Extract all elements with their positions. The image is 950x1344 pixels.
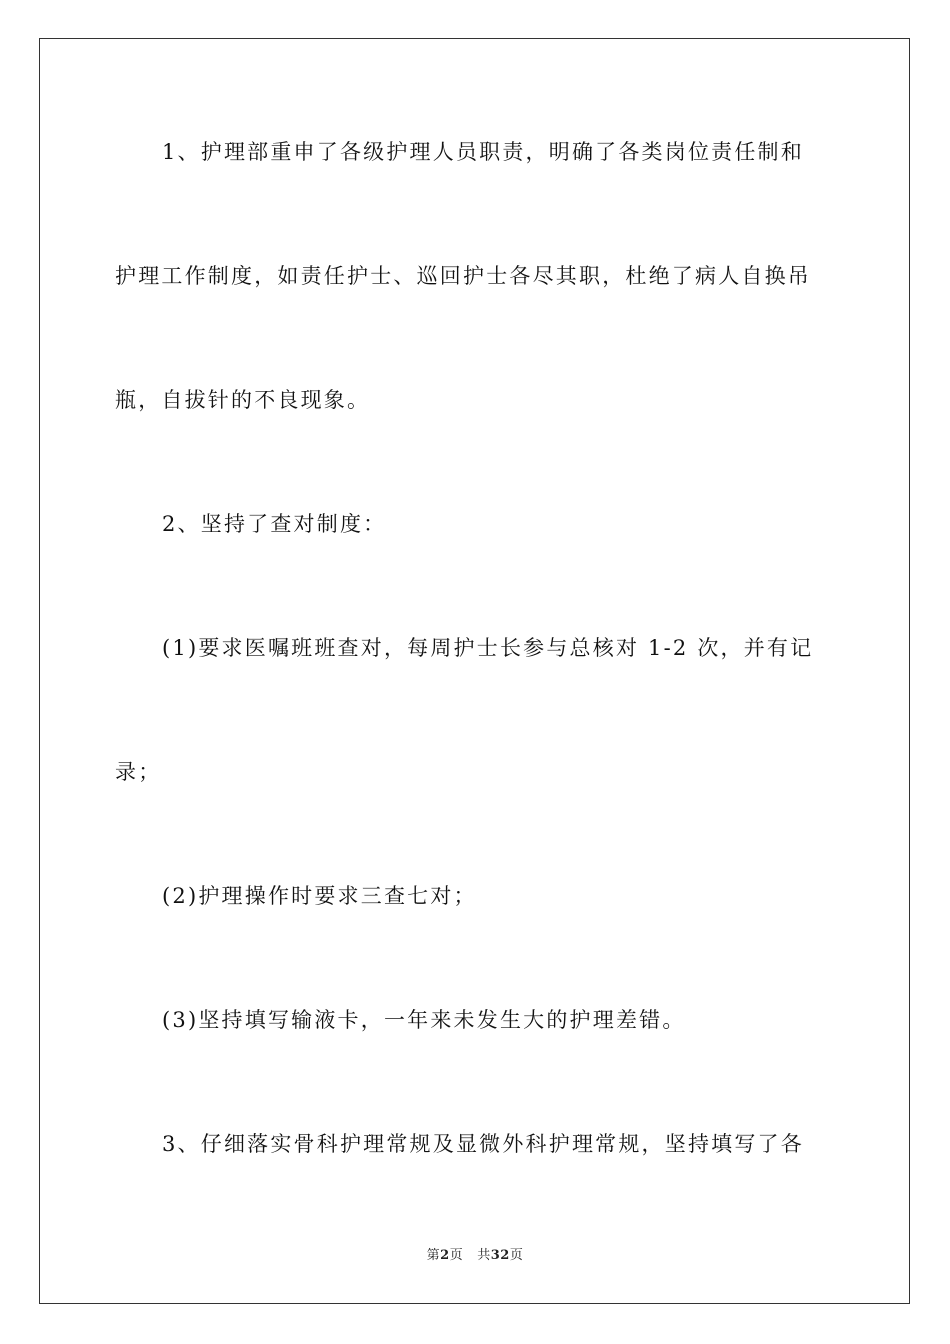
page-footer: [0, 1247, 950, 1265]
paragraph-1-line-3: 瓶，自拔针的不良现象。: [115, 388, 371, 412]
paragraph-2-heading: 2、坚持了查对制度：: [162, 512, 387, 536]
footer-total-prefix: 共: [477, 1248, 491, 1263]
list-item-2: (2)护理操作时要求三查七对；: [162, 884, 477, 908]
paragraph-1-line-2: 护理工作制度，如责任护士、巡回护士各尽其职，杜绝了病人自换吊: [115, 264, 811, 288]
footer-page-prefix: 第: [426, 1248, 441, 1263]
list-item-3: (3)坚持填写输液卡，一年来未发生大的护理差错。: [162, 1008, 686, 1032]
footer-total-suffix: 页: [509, 1248, 524, 1263]
footer-page-suffix: 页: [449, 1248, 464, 1263]
list-item-1-line-2: 录；: [115, 760, 162, 784]
footer-total-pages: 32: [490, 1248, 510, 1263]
list-item-1-line-1: (1)要求医嘱班班查对，每周护士长参与总核对 1-2 次，并有记: [162, 636, 814, 660]
paragraph-1-line-1: 1、护理部重申了各级护理人员职责，明确了各类岗位责任制和: [162, 140, 804, 164]
paragraph-3-line-1: 3、仔细落实骨科护理常规及显微外科护理常规，坚持填写了各: [162, 1132, 804, 1156]
page-border: [39, 38, 910, 1304]
footer-page-number: 2: [440, 1248, 450, 1263]
